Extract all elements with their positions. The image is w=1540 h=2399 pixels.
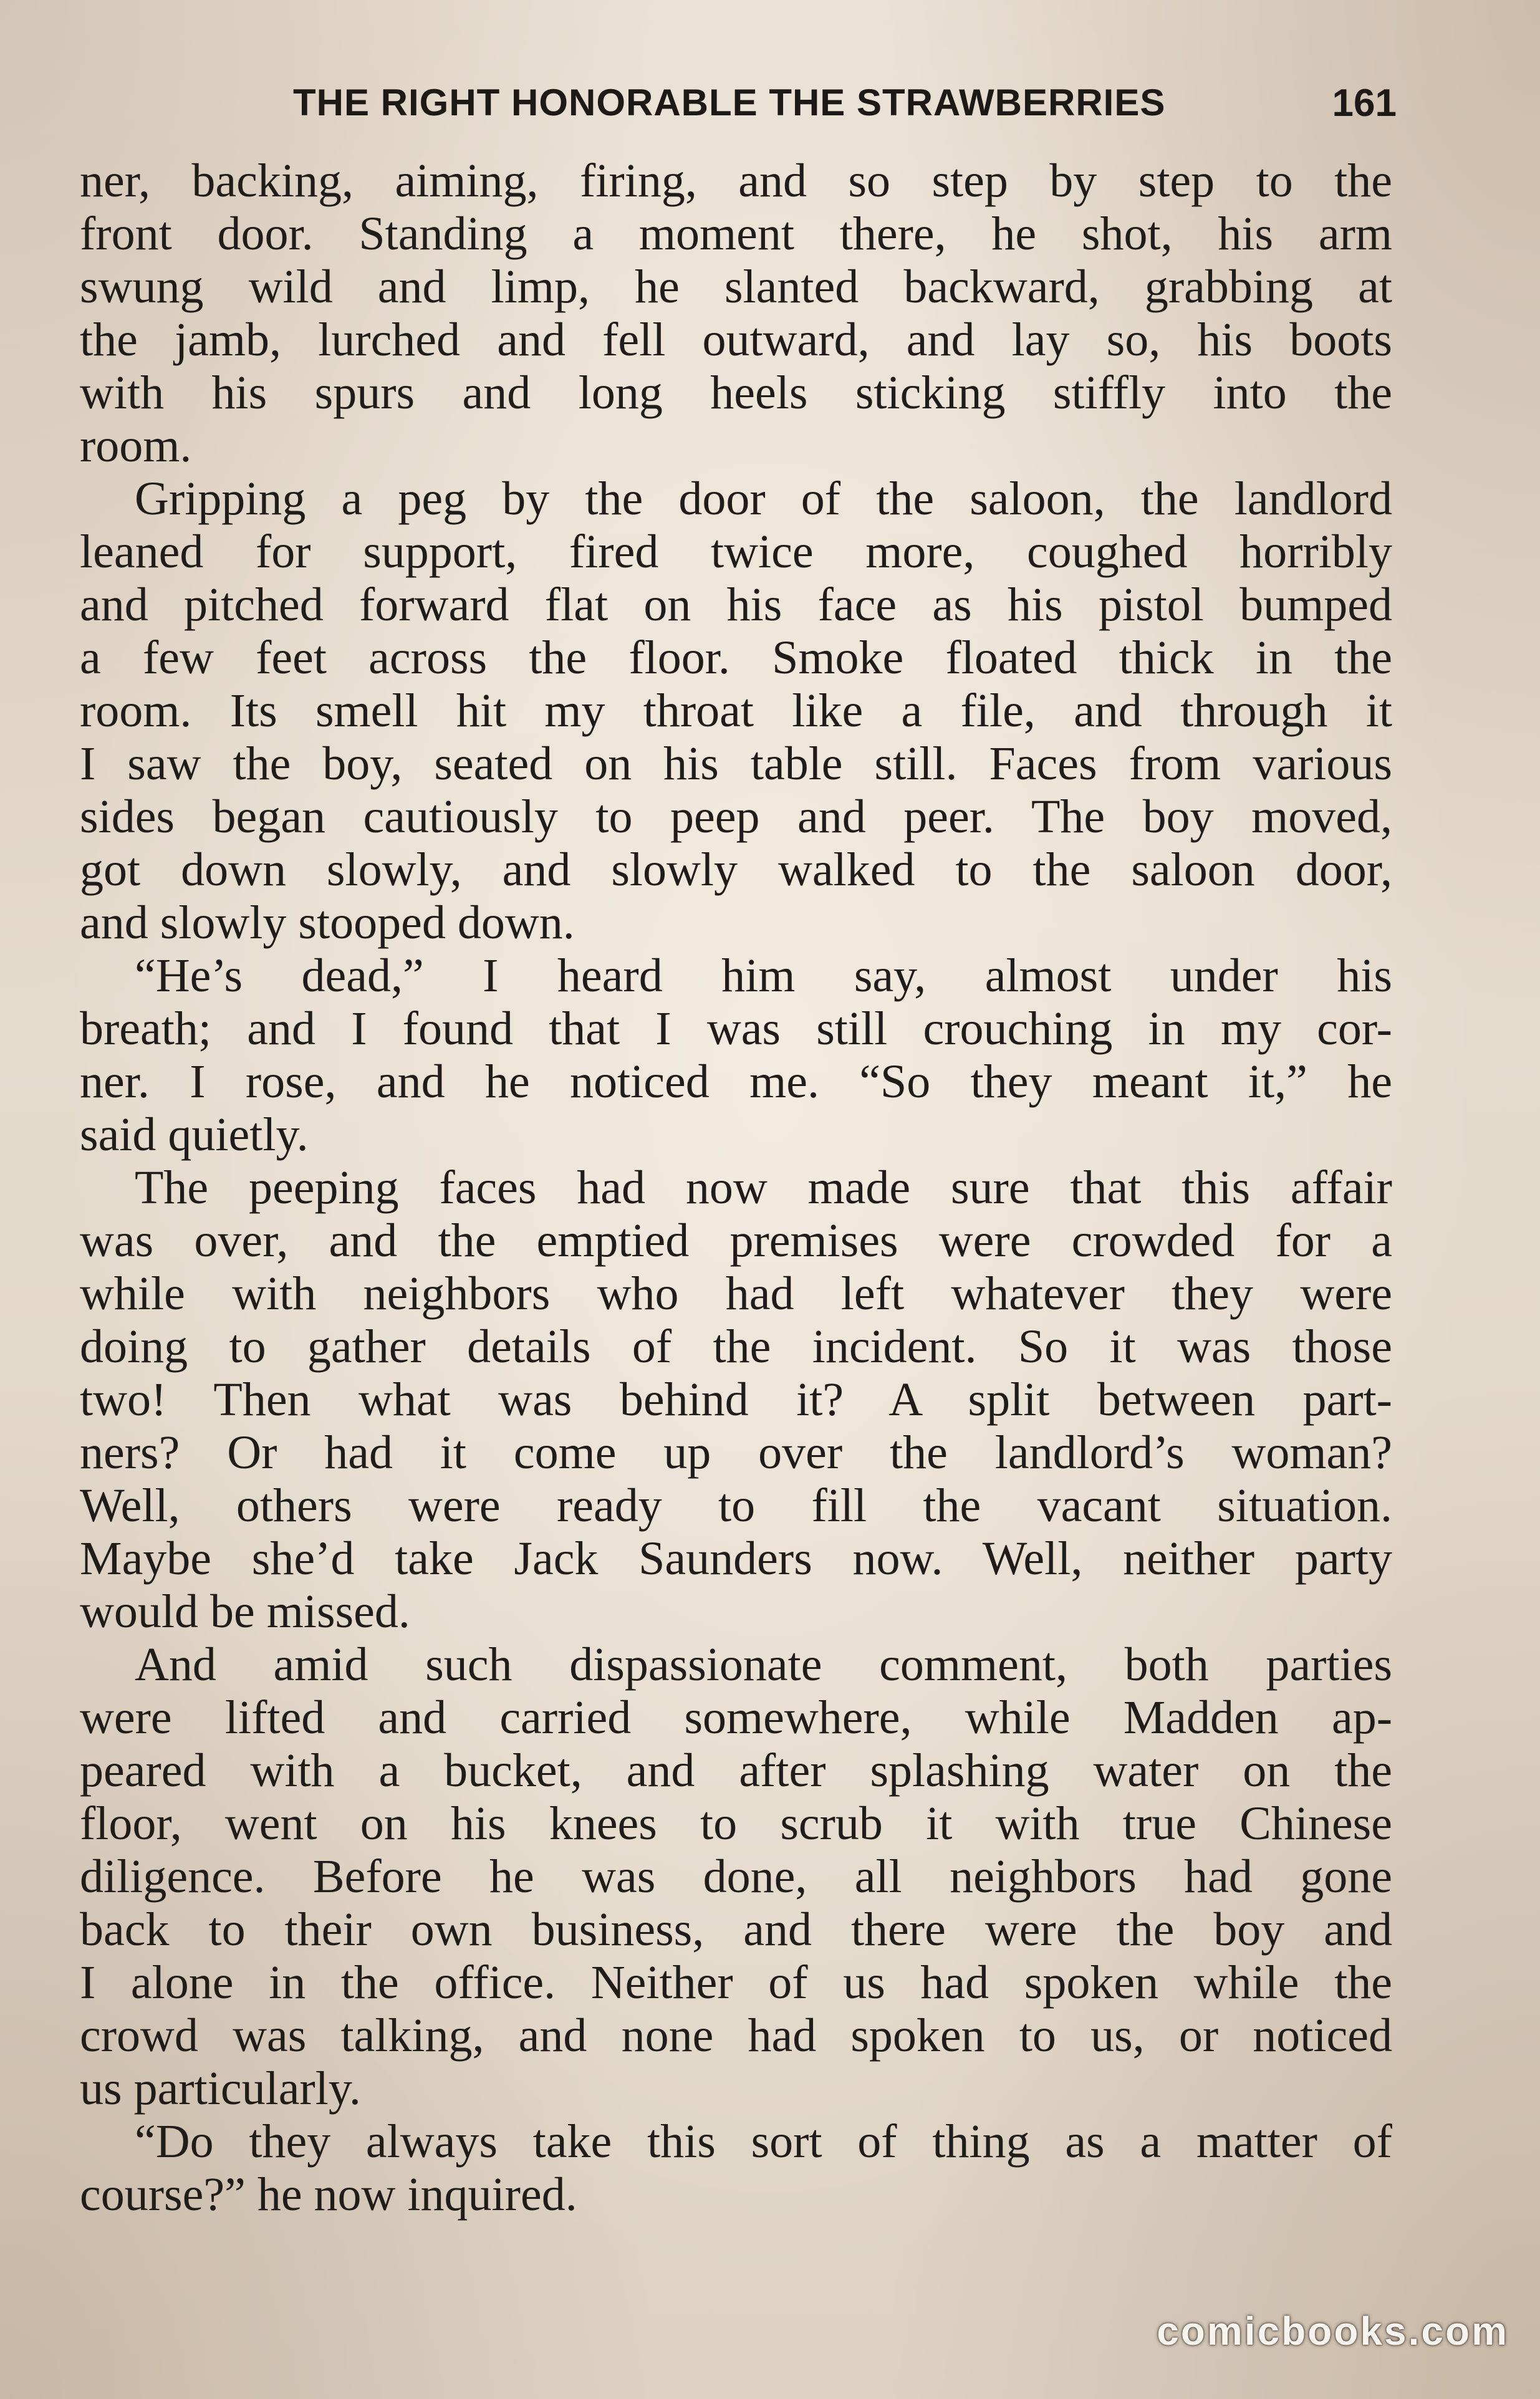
text-line: got down slowly, and slowly walked to the saloon door,	[80, 844, 1392, 896]
text-line: would be missed.	[80, 1585, 410, 1638]
text-line: two! Then what was behind it? A split between part-	[80, 1373, 1392, 1426]
text-line: The peeping faces had now made sure that this affair	[135, 1161, 1392, 1214]
text-line: floor, went on his knees to scrub it with true Chinese	[80, 1797, 1392, 1850]
text-line: and pitched forward flat on his face as his pistol bumped	[80, 579, 1392, 631]
page-number: 161	[1332, 82, 1397, 125]
text-line: was over, and the emptied premises were crowded for a	[80, 1214, 1392, 1267]
text-line: the jamb, lurched and fell outward, and lay so, his boots	[80, 314, 1392, 366]
text-line: course?” he now inquired.	[80, 2168, 577, 2221]
text-line: doing to gather details of the incident. So it was those	[80, 1320, 1392, 1373]
text-line: diligence. Before he was done, all neighbors had gone	[80, 1850, 1392, 1903]
text-line: and slowly stooped down.	[80, 897, 575, 949]
text-line: “He’s dead,” I heard him say, almost under his	[135, 950, 1392, 1002]
text-line: back to their own business, and there were the boy and	[80, 1903, 1392, 1956]
site-watermark: comicbooks.com	[1157, 2309, 1509, 2353]
text-line: I saw the boy, seated on his table still. Faces from various	[80, 738, 1392, 790]
text-line: said quietly.	[80, 1108, 309, 1161]
body-text	[80, 155, 1392, 2221]
text-line: front door. Standing a moment there, he shot, his arm	[80, 208, 1392, 260]
text-line: Well, others were ready to fill the vacant situation.	[80, 1479, 1392, 1532]
text-line: Maybe she’d take Jack Saunders now. Well, neither party	[80, 1532, 1392, 1585]
text-line: I alone in the office. Neither of us had spoken while the	[80, 1956, 1392, 2009]
text-line: breath; and I found that I was still crouching in my cor-	[80, 1002, 1392, 1055]
text-line: sides began cautiously to peep and peer. The boy moved,	[80, 791, 1392, 843]
text-line: “Do they always take this sort of thing as a matter of	[135, 2115, 1392, 2168]
text-line: room.	[80, 420, 192, 472]
text-line: us particularly.	[80, 2062, 361, 2115]
text-line: were lifted and carried somewhere, while Madden ap-	[80, 1691, 1392, 1744]
text-line: ner. I rose, and he noticed me. “So they meant it,” he	[80, 1055, 1392, 1108]
text-line: while with neighbors who had left whatever they were	[80, 1267, 1392, 1320]
text-line: ner, backing, aiming, firing, and so step by step to the	[80, 155, 1392, 207]
running-head: THE RIGHT HONORABLE THE STRAWBERRIES	[293, 82, 1166, 123]
text-line: ners? Or had it come up over the landlord’s woman?	[80, 1426, 1392, 1479]
text-line: Gripping a peg by the door of the saloon, the landlord	[135, 473, 1392, 525]
text-line: with his spurs and long heels sticking stiffly into the	[80, 367, 1392, 419]
text-line: room. Its smell hit my throat like a file, and through it	[80, 685, 1392, 737]
text-line: leaned for support, fired twice more, coughed horribly	[80, 526, 1392, 578]
text-line: a few feet across the floor. Smoke floated thick in the	[80, 632, 1392, 684]
text-line: swung wild and limp, he slanted backward, grabbing at	[80, 261, 1392, 313]
text-line: And amid such dispassionate comment, both parties	[135, 1638, 1392, 1691]
text-line: peared with a bucket, and after splashing water on the	[80, 1744, 1392, 1797]
text-line: crowd was talking, and none had spoken to us, or noticed	[80, 2009, 1392, 2062]
